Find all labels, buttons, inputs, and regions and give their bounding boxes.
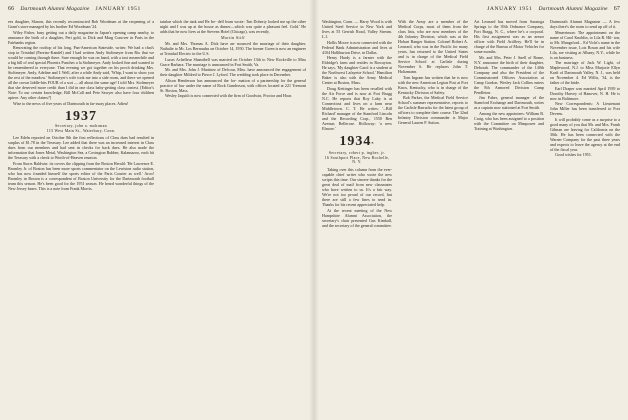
- text-column: [474, 19, 544, 413]
- paragraph: New Correspondents: A Lieutenant John Miller has been transferred to Fort Devens.: [550, 101, 620, 117]
- footnote-star: *: [371, 140, 375, 146]
- paragraph: ees daughter, Sharon, this recently reconstructed Bob Woodman at the reopening of a Grant's store managed by his brother Ed Woodman '24.: [8, 19, 154, 30]
- issue-date: JANUARY 1951: [487, 6, 533, 12]
- page-gutter: [309, 0, 319, 420]
- class-year-heading: 1937: [65, 108, 97, 124]
- paragraph: Lucas Achelleur Shamibell was married on October 13th to New Rockville to Miss Grace Barbara. The marriage is announced in Fort Smith, Va.: [160, 56, 306, 67]
- paragraph: Henry Hardy is a farmer with the Eldridge's farm and resides in Rowayton. He says, 'My daughter Carol is a student at the Northwest Lafayette School.' Hamilton Baker is also with the Army Medical Center at Boston, Mass.: [322, 55, 392, 86]
- text-column: [398, 19, 468, 413]
- paragraph: At the recent meeting of the New Hampshire Alumni Association, the secretary's chair presented Gus Kimball, and the secretary of the general committee.: [322, 207, 392, 228]
- paragraph: Among the new appointees: William B. Craig, who has been assigned to a position with the Committee on Manpower and Training at Washington.: [474, 110, 544, 131]
- right-page-header: [322, 6, 620, 16]
- paragraph: Alison Henderson has announced the for- mation of a partnership for the general practice of law under the name of Rock Gunderson, with offices located at 221 Tremont St. Boston, Mass.: [160, 77, 306, 93]
- paragraph: Mr. and Mrs. Thomas A. Dick have an- nounced the marriage of their daughter, Nathalie to Mr. Los Bermudas on October 14, 1950. The former Gwen is now an engineer at Trinidad Electric in the U.S.: [160, 41, 306, 57]
- paragraph: Taking over this column from the ever-capable chief writer who wrote the new scripts this time. Our sincere thanks for the great deal of mail from new classmates who have written to us. It's a fair way. We're not too proud of our record, but there are still a few lines to send in. Thanks for his recent appreciated help.: [322, 167, 392, 208]
- paragraph: Mr. and Mrs. Peter J. Snell of Rome, N.Y. announce the birth of their daughter, Deborah. The commander of the 140th Company and also the President of the Commissioned Officers Association at Camp Gordon. Wesley Jack Collins enters the 8th Armored Division Camp Pendleton.: [474, 54, 544, 95]
- text-column: [8, 19, 154, 413]
- text-column: [160, 19, 306, 413]
- paragraph: Wiley Fisher, busy getting out a daily magazine in Japan's opening camp nearby, to announce the birth of a daughter, Peri gold, to Dick and Marg Conover in Paris in the Fairbanks region.: [8, 29, 154, 45]
- paragraph: Mmerrimon: The appointment on the name of Carol Knoblin, to Lila R. Hil- ton, to Mr. Mungsford... Ed Vickt's name in the November issue, Lois Bosan and his wife Lila, are visiting at Albany, N.Y., while he is on business.: [550, 29, 620, 60]
- paragraph: With the Army are a member of the Medical Corps, most of them from the class lists, who are now members of the 4th Infantry Division, which was at the Hobart Ranger Station. Colonel Robert A. Leonard, who was in the Pacific for many years, has returned to the United States and is in charge of the Medical Field Service School at Carlisle during November 6. He replaces John T. Holtzmann.: [398, 19, 468, 75]
- paragraph: Mr. and Mrs. John J. Martinez of Delcour, Miss. have announced the engagement of their daughter Mildred to Pierce J. Lyford. The wedding took place in December.: [160, 67, 306, 78]
- paragraph: Doug Kettinger has been recalled with the Air Force and is now at Fort Bragg N.C. He reports that Roy Luby is at Connecticut and lives on a farm near Middletown. C. T. He writes: '...Bill Richard' manager of the Stamford Lincoln and the Recording Corp., 1550 Ben Avenue, Bellerose. Holloway: 'a new Elmore.': [322, 85, 392, 131]
- text-column: [550, 19, 620, 413]
- paragraph: It will probably come as a surprise to a good many of you that Mr. and Mrs. Frank Gilman are leaving for California on the 30th. He has been connected with the Warner Company for the past three years and expects to leave the agency at the end of the fiscal year.: [550, 116, 620, 152]
- magazine-title: Dartmouth Alumni Magazine: [20, 6, 90, 12]
- paragraph: Bob Parker, the Medical Field Service School's summer representative, reports to the Carlisle Barracks for the latest group of officers to complete their course. The 32nd Infantry Division commander is Major General Lauren P. Sutton.: [398, 95, 468, 126]
- paragraph: The marriage of Jack W. Light, of Maplewood, N.J. to Miss Marjorie Ellyn Kraft of Dartmouth Valley, N. J., was held on November 4. Ed Willis, '34, is the father of the bride.: [550, 60, 620, 86]
- paragraph: Jim Faber, general manager of the Stamford Exchange and Dartmouth, writes as a captain now stationed at Fort Smith.: [474, 95, 544, 111]
- class-secretary: Secretary, robert p. ingber, jr.: [328, 150, 386, 155]
- left-page: [8, 6, 306, 416]
- paragraph: Wise to the news of five years of Dartmouth in far-away places. Adieu!: [13, 100, 129, 106]
- paragraph: Earl Draper was married April 1939 to Dorothy Harvey of Hanover, N. H. He is now in Baltimore.: [550, 85, 620, 101]
- class-year-heading: [322, 134, 392, 151]
- issue-date: JANUARY 1951: [95, 6, 141, 12]
- paragraph: Renovating the rooftop of his long, Pan-American Stateside, writes: We had a chat's stop in Trinidad (Pareiso-Kandel) and I had written Andy Stoltmeyer from Rio that we would be coming through there. Sure enough he was on hand, with a taxi meanwhile and a big bill of real special Phoenix Punches a la Stoltmeyer. Andy looked fine and wanted to be remembered to everyone. That evening we got together on his porch drinking Mrs. Stoltmeyer. Andy, Adeline and I. Well, after a while Andy said, 'Whip, I want to show you the rest of the meadow.' Stoltmeyer's wife took me into a side room, and there we opened all the crown liddle-bits FOUR of a sort — all about the same age! I told Mrs. Stoltmeyer that she deserved more credit than I did in one class baby-getting class contest. [Editor's Note: To our certain knowledge, Bill McCall and Pete Sawyer also have four children apiece. Any other claims?]: [8, 45, 154, 101]
- paragraph: Tom Ingram has written that he is now with the new American Legion Post at Fort Knox, Kentucky, who is in charge of the Kentucky Division of Safety.: [398, 74, 468, 95]
- paragraph: Art Leonard has moved from Saratoga Springs to the 39th Ordnance Company, Fort Bragg, N. C., where he's a corporal. His first assignment was as an armor officer with Field Artillery. He'll be in charge of the Bureau of Motor Vehicles for some months.: [474, 19, 544, 55]
- paragraph: Hollis Moore is now connected with the Federal Bank Administration and lives at 4104 Halliburton Drive, in Dallas.: [322, 39, 392, 55]
- secretary-address: 16 Southport Place, New Rochelle, N. Y.: [324, 155, 390, 165]
- text-column: [322, 19, 392, 413]
- paragraph: Lee Edeln reported on October 8th the first reflections of Class dues had resulted in surplus of $1.78 in the Treasury. Lee added that there was an increased interest in Class dues from our members and had sent in checks for back dues. He also made the information that Jones Metal, Washington Sea, a Covington Rubber, Kalamazoo, each hit the Treasury with a check to Worth-of-Heaven reunion.: [8, 135, 154, 161]
- paragraph: Dartmouth Alumni Magazine — A few days there's the room to send up off of it.: [550, 19, 620, 30]
- magazine-title: Dartmouth Alumni Magazine: [538, 6, 608, 12]
- year-text: 1934: [339, 133, 372, 149]
- paragraph: Wesley Jaquith is now connected with the firm of Goodwin, Proctor and Hoar.: [165, 93, 292, 99]
- page-number: 67: [613, 6, 620, 12]
- left-page-header: [8, 6, 306, 16]
- paragraph: From Storrs Baldwin: its covers the clipping from the Boston Herald: 'He Lawrence E. Bromley Jr. of Boston has been more sports commentator on the Lewiston radio station, who has now founded himself the sports editor of the Paris Courier as well.' Aroo! Bromley in Boston is a correspondent of Boston University for the Dartmouth football team this season. He's been good for the 1951 season. He heard wonderful things of the New Jersey bases. This is a note from Frank Morris.: [8, 160, 154, 192]
- paragraph: tainlon which the tank and He Ire- dell learn wrote: 'Jim Doherty looked me up the other night and I was up at the house as dinner—which was quite a pleasant feel. Gold.' He adds that he now lives at the Stevens Hotel (Chicago), was recently.: [160, 19, 306, 35]
- secretary-address: 115 West Main St., Waterbury, Conn.: [46, 128, 116, 133]
- closing-line: Good wishes for 1951.: [555, 152, 592, 158]
- paragraph: Washington, Conn. — Harry Wood is with United Steel Service in New York and lives at 55 Gerrish Road, Valley Stream. L.I.: [322, 19, 392, 40]
- subhead: Martin Stiff: [221, 35, 245, 41]
- page-number: 66: [8, 6, 15, 12]
- class-secretary: Secretary, john a. mohrman: [55, 123, 107, 128]
- right-page: [322, 6, 620, 416]
